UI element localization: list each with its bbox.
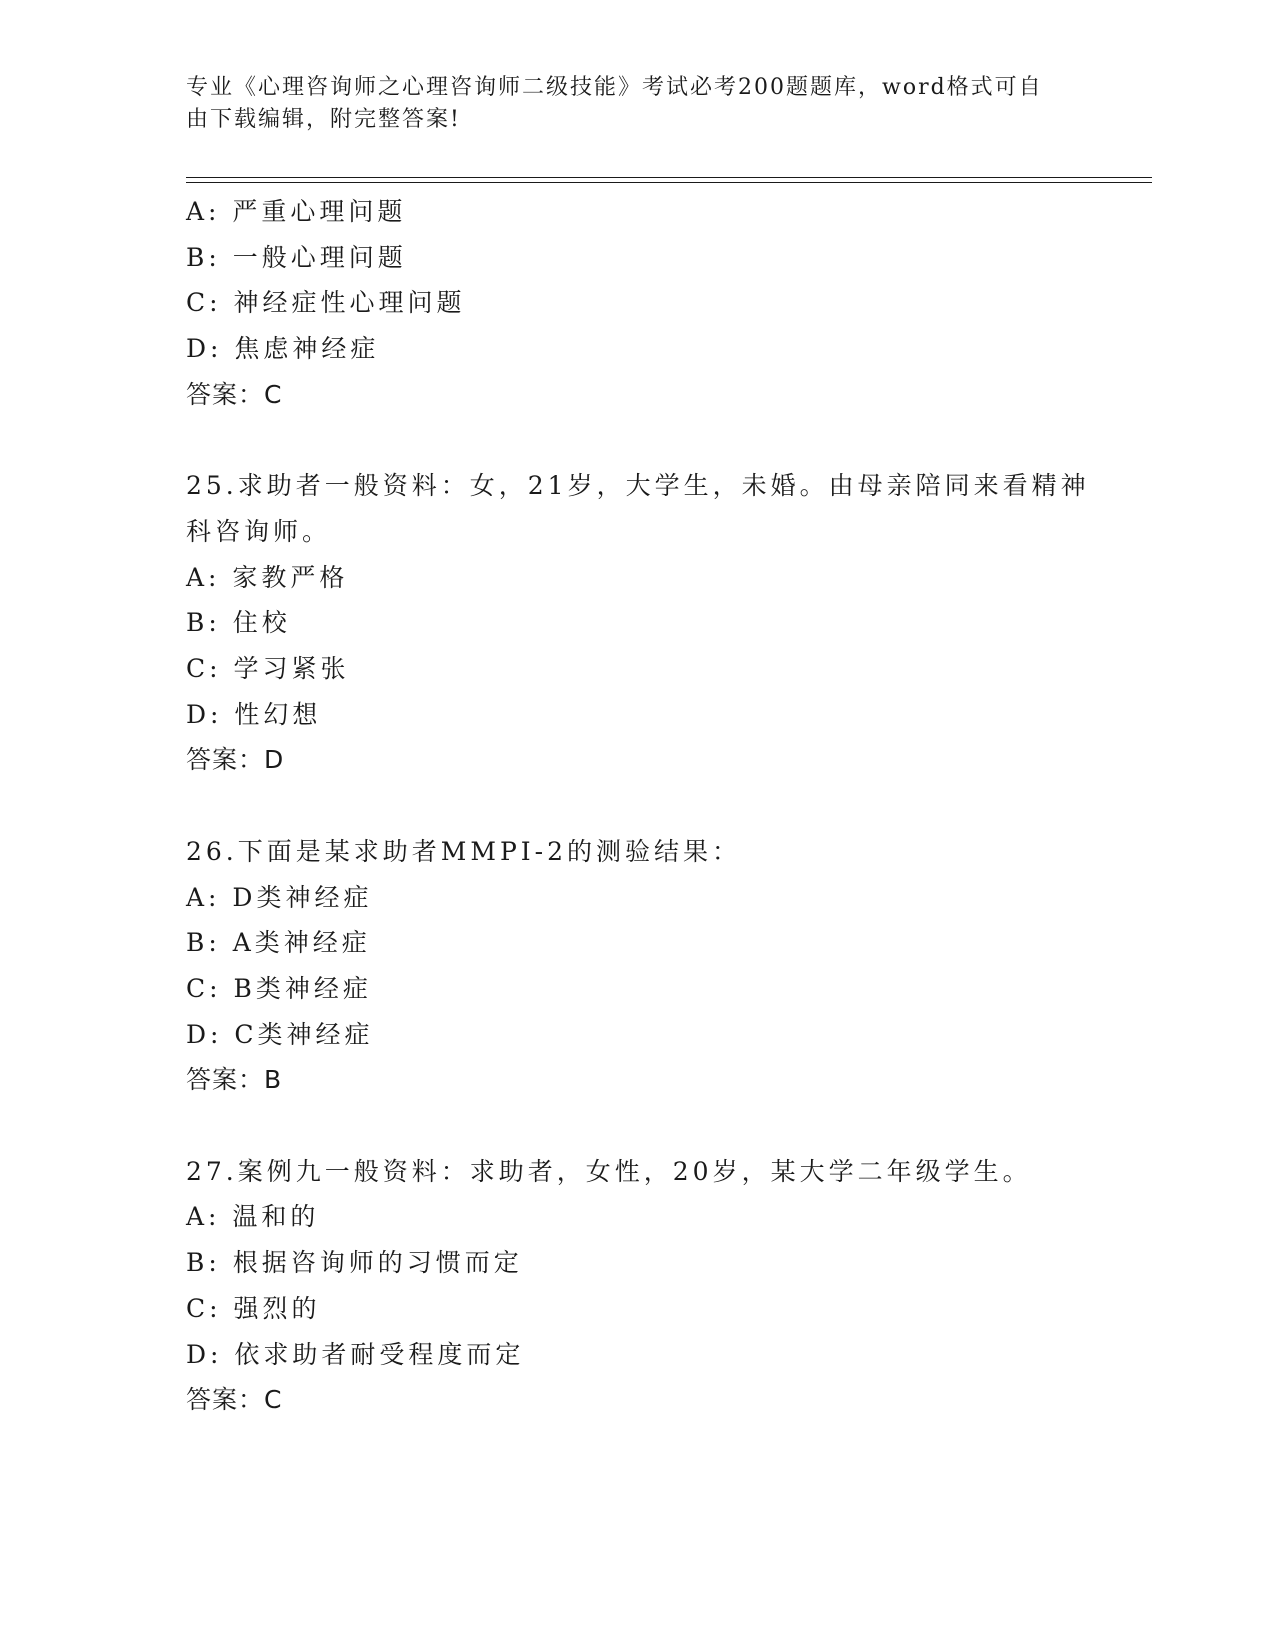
- question-27: [186, 1149, 1116, 1423]
- option-c: C: 神经症性心理问题: [186, 288, 466, 318]
- header-rule-top: [186, 177, 1152, 178]
- option-a: A: 家教严格: [186, 562, 349, 592]
- question-stem-line-2: 科咨询师。: [186, 516, 332, 546]
- option-b: B: 一般心理问题: [186, 242, 407, 272]
- option-d: D: 依求助者耐受程度而定: [186, 1339, 525, 1369]
- option-a: A: 温和的: [186, 1202, 320, 1232]
- question-stem-line-1: 27.案例九一般资料：求助者，女性，20岁，某大学二年级学生。: [186, 1156, 1032, 1186]
- answer: 答案：D: [186, 745, 285, 775]
- question-list: [186, 189, 1116, 1423]
- header-rule-bottom: [186, 182, 1152, 183]
- answer: 答案：C: [186, 1385, 283, 1415]
- question-stem-line-1: 26.下面是某求助者MMPI-2的测验结果：: [186, 836, 742, 866]
- question-24-continued: [186, 189, 1116, 418]
- spacer: [186, 418, 1116, 464]
- spacer: [186, 1103, 1116, 1149]
- option-b: B: 住校: [186, 608, 291, 638]
- header-line-1: 专业《心理咨询师之心理咨询师二级技能》考试必考200题题库，word格式可自: [186, 75, 1043, 100]
- spacer: [186, 783, 1116, 829]
- option-d: D: C类神经症: [186, 1019, 374, 1049]
- option-d: D: 焦虑神经症: [186, 334, 380, 364]
- option-b: B: A类神经症: [186, 928, 371, 958]
- option-a: A: 严重心理问题: [186, 197, 407, 226]
- question-stem-line-1: 25.求助者一般资料：女，21岁，大学生，未婚。由母亲陪同来看精神: [186, 471, 1090, 501]
- option-c: C: B类神经症: [186, 973, 372, 1003]
- option-c: C: 强烈的: [186, 1293, 321, 1323]
- question-26: [186, 829, 1116, 1103]
- question-25: [186, 463, 1116, 783]
- option-c: C: 学习紧张: [186, 654, 350, 684]
- document-header: [186, 72, 1066, 136]
- option-a: A: D类神经症: [186, 882, 373, 912]
- option-d: D: 性幻想: [186, 699, 322, 729]
- answer: 答案：C: [186, 379, 283, 409]
- header-line-2: 由下载编辑，附完整答案!: [186, 107, 461, 132]
- option-b: B: 根据咨询师的习惯而定: [186, 1248, 523, 1278]
- answer: 答案：B: [186, 1065, 283, 1095]
